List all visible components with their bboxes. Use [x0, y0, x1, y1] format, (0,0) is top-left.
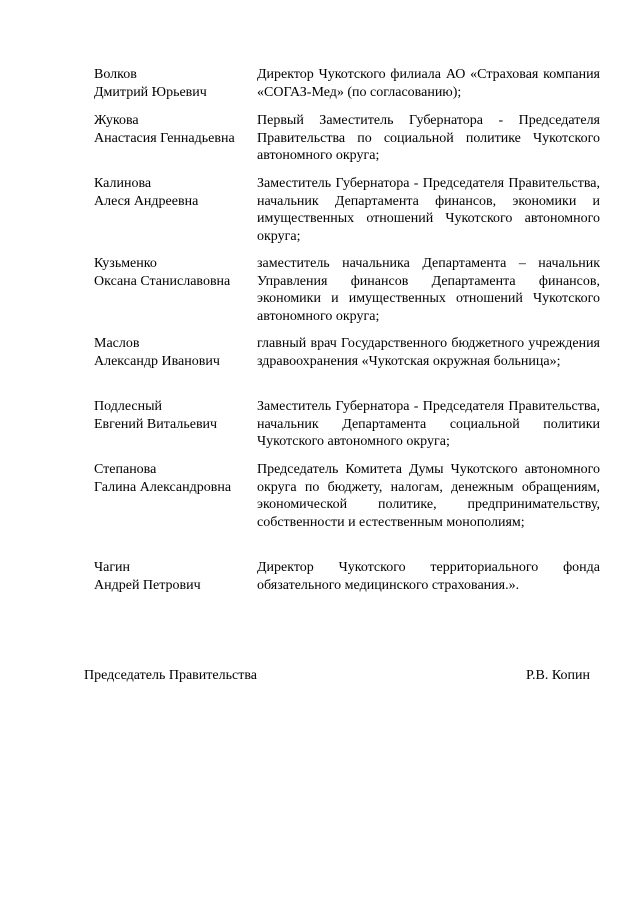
members-list: [94, 66, 600, 605]
member-given-names: Галина Александровна: [94, 479, 232, 495]
member-name: [94, 175, 257, 210]
member-given-names: Андрей Петрович: [94, 577, 201, 593]
member-surname: Степанова: [94, 462, 157, 477]
member-position: Председатель Комитета Думы Чукотского автономного округа по бюджету, налогам, денежным обращениям, экономической политике, предпринимательству, собственности и естественным монополиям;: [257, 462, 600, 530]
member-name: [94, 112, 257, 147]
member-row: [94, 66, 600, 112]
member-surname: Калинова: [94, 176, 152, 191]
member-surname: Чагин: [94, 560, 131, 575]
member-given-names: Евгений Витальевич: [94, 416, 218, 432]
member-row: [94, 255, 600, 335]
member-surname: Подлесный: [94, 399, 162, 414]
member-given-names: Анастасия Геннадьевна: [94, 130, 235, 146]
signatory-name: Р.В. Копин: [526, 668, 590, 683]
signature-block: [84, 667, 590, 685]
member-name: [94, 335, 257, 370]
member-surname: Кузьменко: [94, 256, 157, 271]
member-row: [94, 175, 600, 255]
member-position: Директор Чукотского территориального фонда обязательного медицинского страхования.».: [257, 560, 600, 593]
member-surname: Жукова: [94, 113, 139, 128]
member-position: главный врач Государственного бюджетного учреждения здравоохранения «Чукотская окружная больница»;: [257, 336, 600, 369]
member-name: [94, 461, 257, 496]
member-position: Заместитель Губернатора - Председателя Правительства, начальник Департамента социальной политики Чукотского автономного округа;: [257, 399, 600, 449]
member-given-names: Оксана Станиславовна: [94, 273, 231, 289]
member-given-names: Алеся Андреевна: [94, 193, 199, 209]
member-surname: Маслов: [94, 336, 140, 351]
member-name: [94, 398, 257, 433]
member-row: [94, 461, 600, 559]
member-surname: Волков: [94, 67, 137, 82]
member-row: [94, 398, 600, 461]
signatory-title: Председатель Правительства: [84, 668, 257, 683]
member-name: [94, 255, 257, 290]
member-row: [94, 559, 600, 605]
member-position: Первый Заместитель Губернатора - Председателя Правительства по социальной политике Чукотского автономного округа;: [257, 113, 600, 163]
member-position: заместитель начальника Департамента – начальник Управления финансов Департамента финансов, экономики и имущественных отношений Чукотского автономного округа;: [257, 256, 600, 324]
member-position: Директор Чукотского филиала АО «Страховая компания «СОГАЗ-Мед» (по согласованию);: [257, 67, 600, 100]
member-row: [94, 335, 600, 398]
member-row: [94, 112, 600, 175]
member-name: [94, 559, 257, 594]
member-given-names: Дмитрий Юрьевич: [94, 84, 207, 100]
member-given-names: Александр Иванович: [94, 353, 220, 369]
member-name: [94, 66, 257, 101]
member-position: Заместитель Губернатора - Председателя Правительства, начальник Департамента финансов, экономики и имущественных отношений Чукотского автономного округа;: [257, 176, 600, 244]
